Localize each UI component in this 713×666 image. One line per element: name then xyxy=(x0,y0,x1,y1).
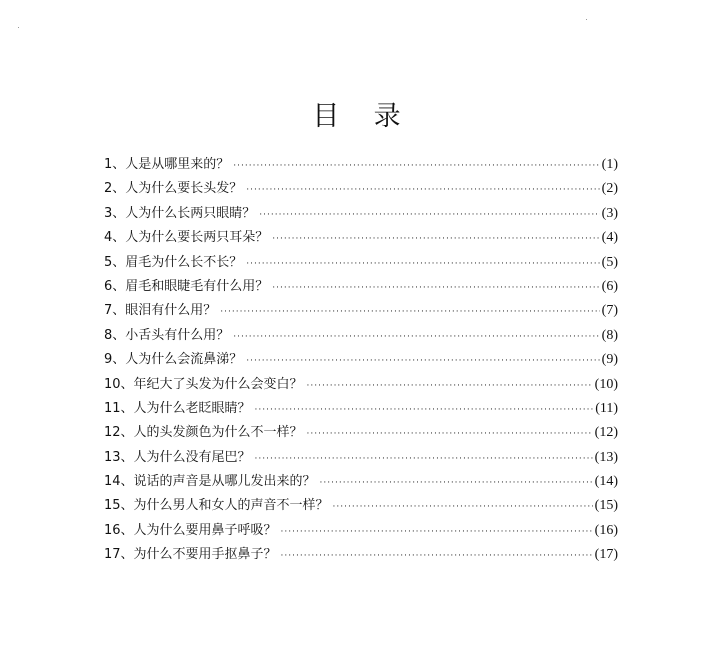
toc-entry xyxy=(104,496,618,520)
dot-leader xyxy=(233,327,599,347)
toc-entry xyxy=(104,253,618,277)
toc-entry-title: 17、为什么不要用手抠鼻子？ xyxy=(104,547,277,563)
toc-entry xyxy=(104,155,618,179)
toc-page-number: (3) xyxy=(601,205,618,221)
toc-page-number: (17) xyxy=(594,547,618,563)
dot-leader xyxy=(246,180,599,200)
toc-entry-title: 9、人为什么会流鼻涕？ xyxy=(104,352,243,368)
toc-page-number: (5) xyxy=(601,254,618,270)
toc-page-number: (1) xyxy=(601,157,618,172)
toc-page-number: (6) xyxy=(601,278,618,294)
dot-leader xyxy=(333,497,593,517)
toc-page-number: (15) xyxy=(594,498,618,514)
toc-page-number: (16) xyxy=(594,522,618,538)
dot-leader xyxy=(307,376,593,396)
toc-entry xyxy=(104,326,618,350)
toc-entry xyxy=(104,448,618,472)
toc-entry-title: 16、人为什么要用鼻子呼吸？ xyxy=(104,522,277,538)
toc-entry-title: 12、人的头发颜色为什么不一样？ xyxy=(104,425,303,441)
toc-entry-title: 2、人为什么要长头发？ xyxy=(104,181,243,197)
toc-entry xyxy=(104,277,618,301)
toc-page-number: (4) xyxy=(601,230,618,246)
dot-leader xyxy=(255,400,594,420)
toc-entry xyxy=(104,179,618,203)
toc-entry-title: 8、小舌头有什么用？ xyxy=(104,327,230,343)
toc-page-number: (8) xyxy=(601,327,618,343)
page-title: 目 录 xyxy=(312,101,401,132)
toc-page-number: (10) xyxy=(594,376,618,392)
dot-leader xyxy=(281,546,593,566)
toc-entry-title: 14、说话的声音是从哪儿发出来的？ xyxy=(104,474,316,490)
dot-leader xyxy=(246,351,599,371)
toc-entry xyxy=(104,472,618,496)
toc-entry xyxy=(104,301,618,325)
toc-entry xyxy=(104,204,618,228)
dot-leader xyxy=(220,302,599,322)
toc-page-number: (2) xyxy=(601,181,618,197)
toc-entry xyxy=(104,521,618,545)
table-of-contents xyxy=(104,155,618,570)
toc-page-number: (12) xyxy=(594,425,618,441)
dot-leader xyxy=(320,473,593,493)
scan-speck xyxy=(18,27,19,28)
dot-leader xyxy=(233,156,599,176)
toc-page-number: (9) xyxy=(601,352,618,368)
toc-entry-title: 3、人为什么长两只眼睛？ xyxy=(104,205,256,221)
toc-entry xyxy=(104,399,618,423)
toc-entry xyxy=(104,350,618,374)
dot-leader xyxy=(272,229,599,249)
toc-entry-title: 4、人为什么要长两只耳朵？ xyxy=(104,230,269,246)
toc-entry-title: 1、人是从哪里来的？ xyxy=(104,157,230,172)
toc-page-number: (14) xyxy=(594,474,618,490)
dot-leader xyxy=(246,254,599,274)
toc-entry-title: 10、年纪大了头发为什么会变白？ xyxy=(104,376,303,392)
scan-speck xyxy=(586,19,587,20)
toc-page-number: (13) xyxy=(594,449,618,465)
toc-entry-title: 5、眉毛为什么长不长？ xyxy=(104,254,243,270)
toc-entry-title: 11、人为什么老眨眼睛？ xyxy=(104,400,251,416)
toc-entry-title: 6、眉毛和眼睫毛有什么用？ xyxy=(104,278,269,294)
toc-entry xyxy=(104,545,618,569)
dot-leader xyxy=(281,522,593,542)
dot-leader xyxy=(255,449,593,469)
dot-leader xyxy=(272,278,599,298)
toc-entry-title: 13、人为什么没有尾巴？ xyxy=(104,449,251,465)
toc-entry-title: 7、眼泪有什么用？ xyxy=(104,303,217,319)
dot-leader xyxy=(259,205,599,225)
toc-page-number: (7) xyxy=(601,303,618,319)
toc-entry xyxy=(104,228,618,252)
dot-leader xyxy=(307,424,593,444)
toc-entry xyxy=(104,375,618,399)
toc-page-number: (11) xyxy=(595,400,618,416)
toc-entry-title: 15、为什么男人和女人的声音不一样？ xyxy=(104,498,329,514)
toc-entry xyxy=(104,423,618,447)
